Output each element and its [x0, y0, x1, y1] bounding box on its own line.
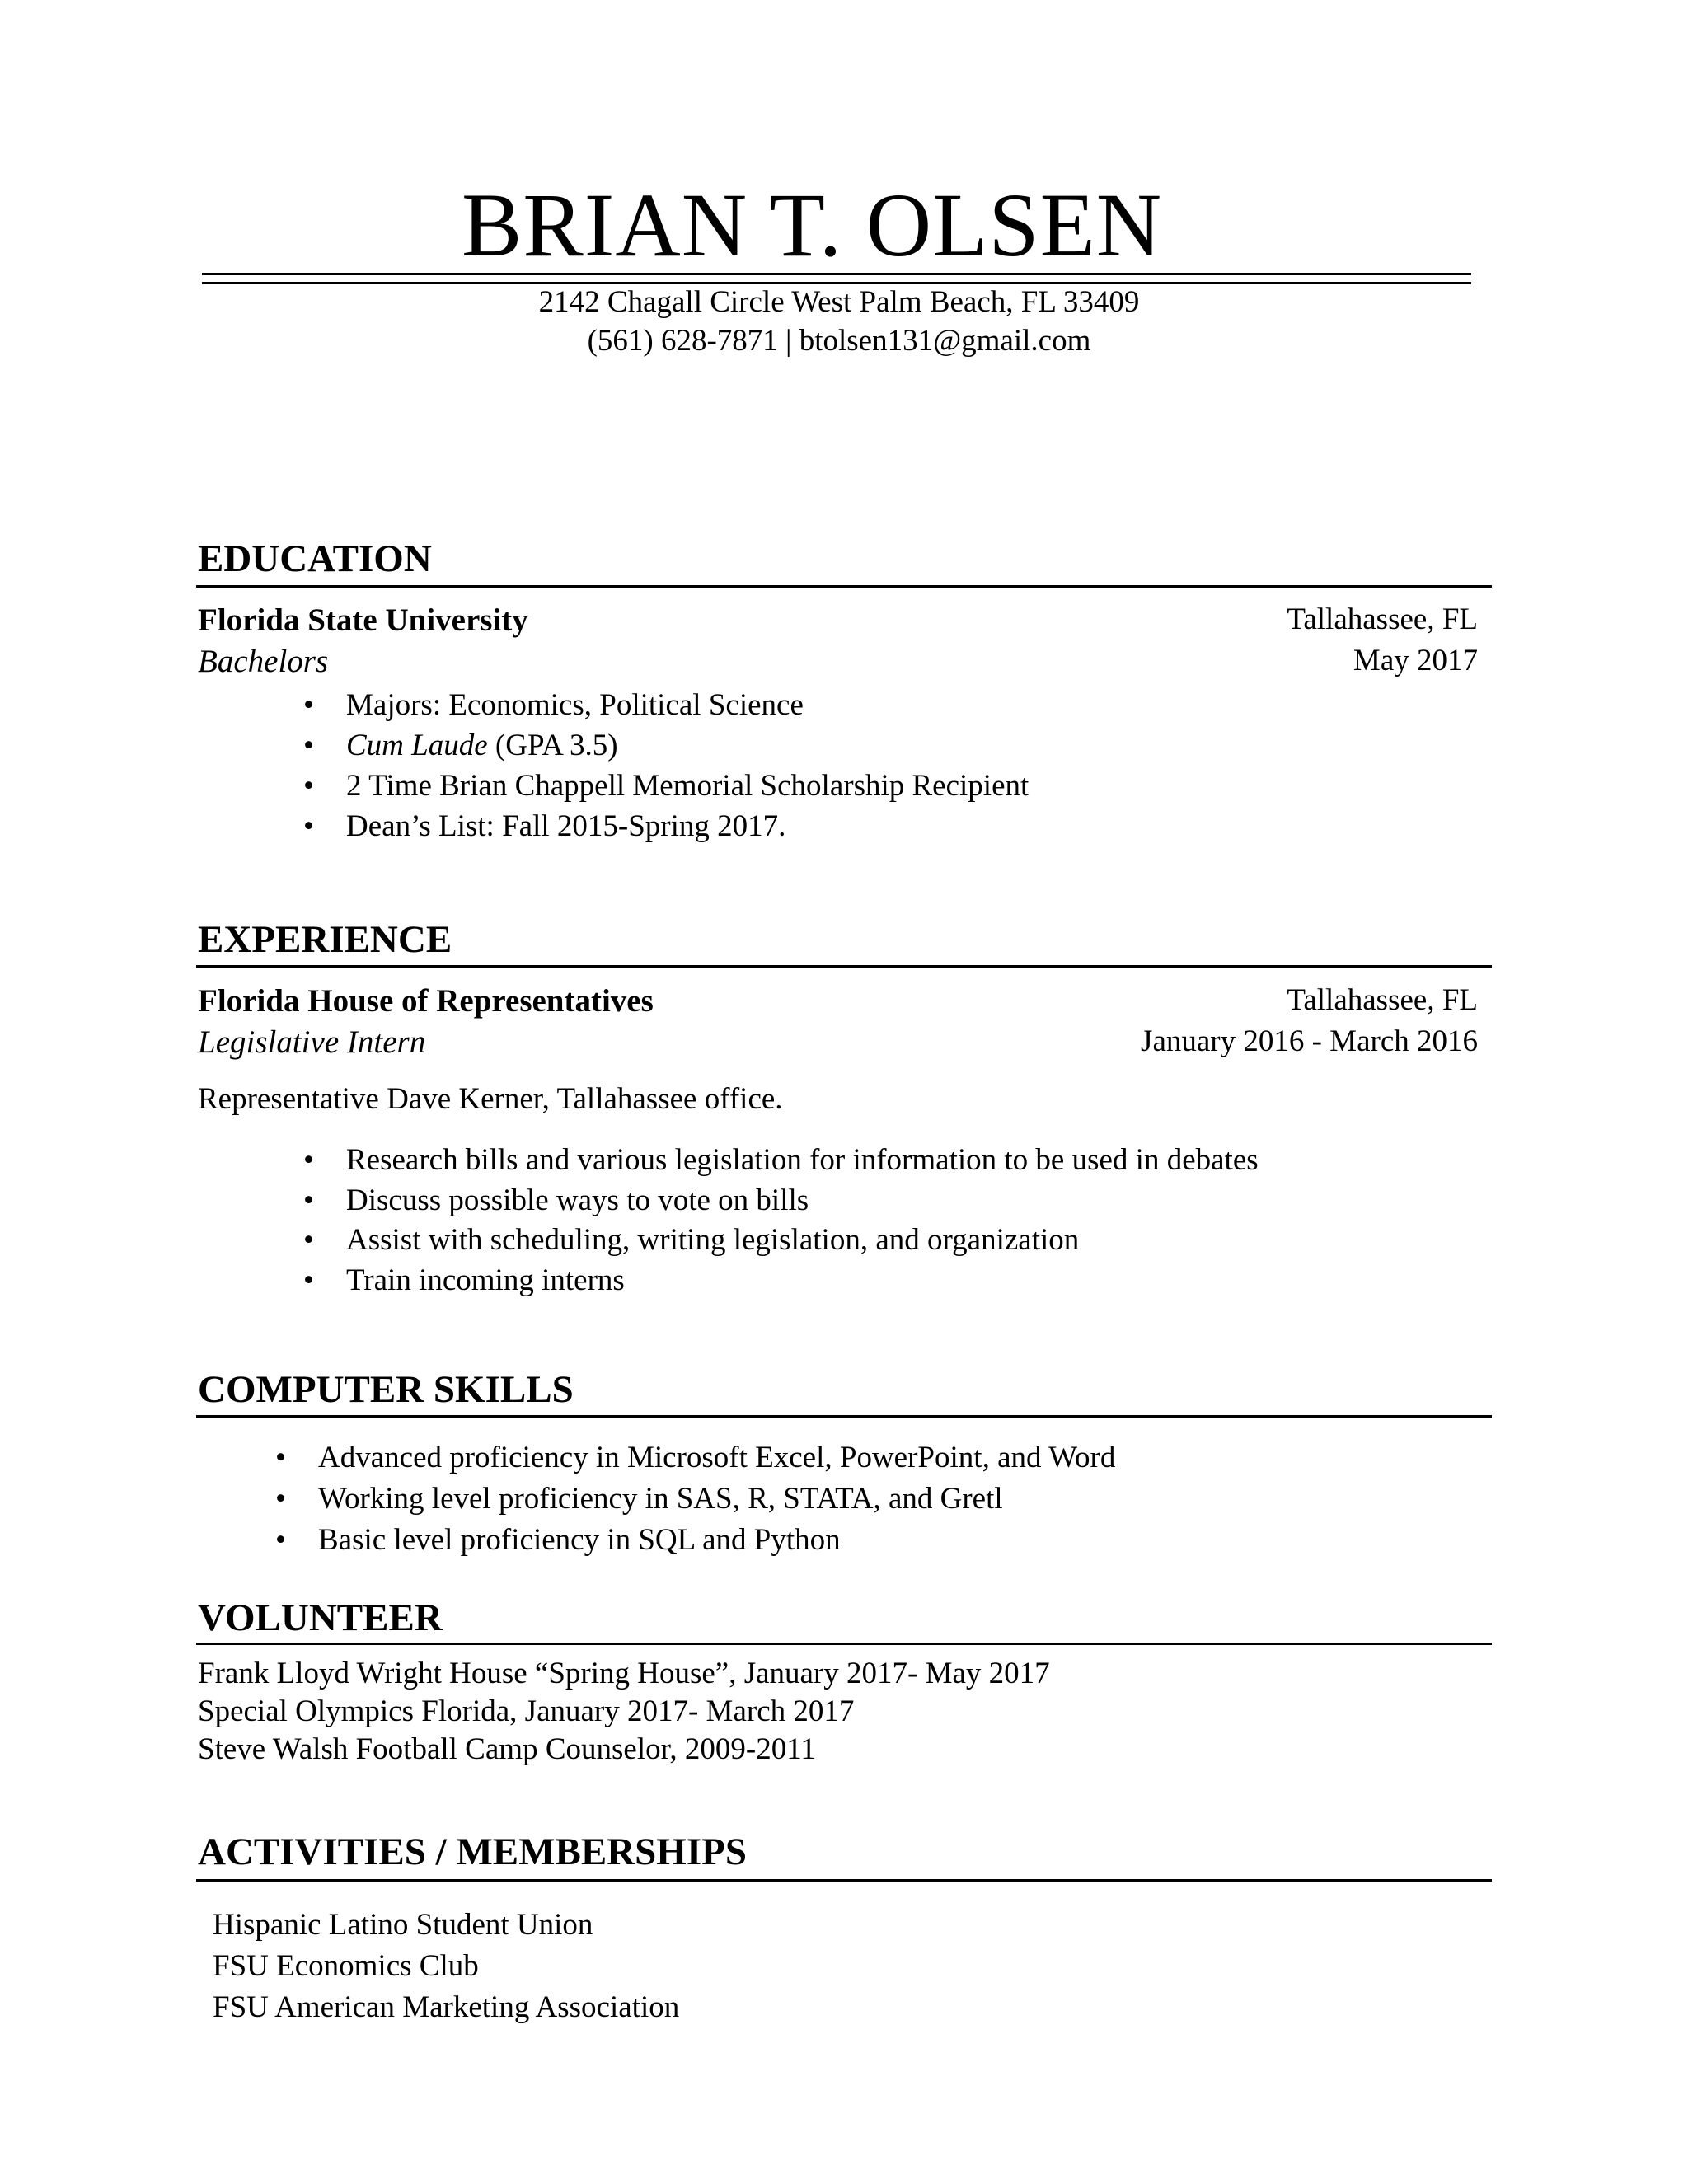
volunteer-rule	[196, 1643, 1492, 1645]
education-honors-italic: Cum Laude	[346, 729, 488, 762]
candidate-name: BRIAN T. OLSEN	[462, 175, 1163, 275]
list-item	[346, 771, 1029, 811]
list-item: Hispanic Latino Student Union	[213, 1908, 593, 1942]
education-majors: Majors: Economics, Political Science	[346, 688, 804, 722]
experience-bullets	[346, 1145, 1259, 1305]
volunteer-list	[198, 1658, 1050, 1772]
education-heading: EDUCATION	[198, 537, 432, 580]
header-rule-bottom	[202, 282, 1471, 284]
experience-description: Representative Dave Kerner, Tallahassee office.	[198, 1082, 783, 1116]
list-item: • Discuss possible ways to vote on bills	[346, 1185, 1259, 1226]
education-rule	[196, 585, 1492, 588]
activities-heading: ACTIVITIES / MEMBERSHIPS	[198, 1830, 747, 1873]
volunteer-heading: VOLUNTEER	[198, 1596, 443, 1639]
skills-heading: COMPUTER SKILLS	[198, 1368, 574, 1411]
experience-date: January 2016 - March 2016	[1141, 1024, 1478, 1058]
list-item	[346, 730, 1029, 771]
list-item: Steve Walsh Football Camp Counselor, 2009-2011	[198, 1732, 816, 1766]
education-date: May 2017	[1353, 644, 1478, 677]
education-deans-list: Dean’s List: Fall 2015-Spring 2017.	[346, 809, 786, 843]
list-item: • Assist with scheduling, writing legislation, and organization	[346, 1225, 1259, 1265]
activities-rule	[196, 1879, 1492, 1882]
education-school: Florida State University	[198, 602, 528, 638]
list-item: FSU Economics Club	[213, 1949, 479, 1983]
list-item	[346, 811, 1029, 851]
education-bullets	[346, 690, 1029, 851]
list-item: • Basic level proficiency in SQL and Python	[318, 1525, 1115, 1566]
list-item: • Train incoming interns	[346, 1265, 1259, 1305]
contact-address: 2142 Chagall Circle West Palm Beach, FL 33409	[538, 285, 1140, 319]
education-honors-rest: (GPA 3.5)	[487, 729, 618, 762]
skills-rule	[196, 1415, 1492, 1418]
list-item: • Research bills and various legislation for information to be used in debates	[346, 1145, 1259, 1185]
experience-rule	[196, 965, 1492, 968]
list-item	[346, 690, 1029, 730]
skills-bullets	[318, 1442, 1115, 1566]
list-item: Frank Lloyd Wright House “Spring House”, January 2017- May 2017	[198, 1657, 1050, 1690]
experience-location: Tallahassee, FL	[1287, 983, 1478, 1017]
list-item: FSU American Marketing Association	[213, 1990, 680, 2024]
education-degree: Bachelors	[198, 644, 329, 679]
header-rule-top	[202, 273, 1471, 275]
experience-heading: EXPERIENCE	[198, 918, 452, 961]
list-item: • Advanced proficiency in Microsoft Excel, PowerPoint, and Word	[318, 1442, 1115, 1483]
activities-list	[213, 1910, 679, 2033]
education-scholarship: 2 Time Brian Chappell Memorial Scholarship Recipient	[346, 769, 1029, 803]
list-item: • Working level proficiency in SAS, R, STATA, and Gretl	[318, 1483, 1115, 1525]
experience-org: Florida House of Representatives	[198, 983, 654, 1019]
contact-phone-email: (561) 628-7871 | btolsen131@gmail.com	[587, 324, 1091, 358]
list-item: Special Olympics Florida, January 2017- March 2017	[198, 1694, 855, 1728]
experience-role: Legislative Intern	[198, 1024, 426, 1060]
education-location: Tallahassee, FL	[1287, 602, 1478, 636]
